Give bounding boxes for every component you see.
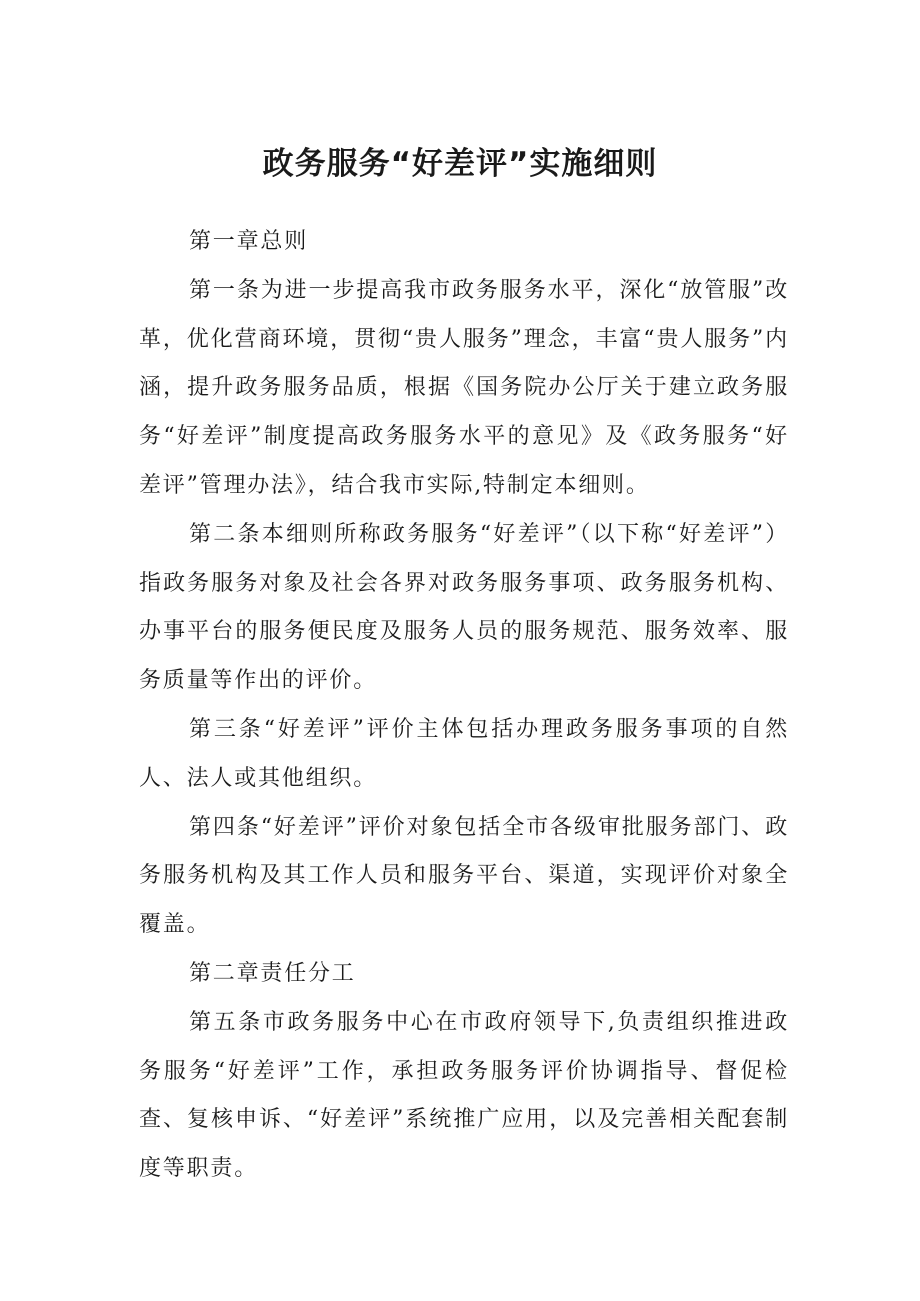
article-paragraph: 第四条“好差评”评价对象包括全市各级审批服务部门、政务服务机构及其工作人员和服务平台、渠道，实现评价对象全覆盖。 [139,814,789,938]
article-paragraph: 第五条市政务服务中心在市政府领导下,负责组织推进政务服务“好差评”工作，承担政务服务评价协调指导、督促检查、复核申诉、“好差评”系统推广应用，以及完善相关配套制度等职责。 [139,1009,789,1182]
chapter-heading: 第一章总则 [189,229,309,254]
document-title: 政务服务“好差评”实施细则 [262,146,658,182]
document-body [139,218,789,1194]
article-paragraph: 第一条为进一步提高我市政务服务水平，深化“放管服”改革，优化营商环境，贯彻“贵人服务”理念，丰富“贵人服务”内涵，提升政务服务品质，根据《国务院办公厅关于建立政务服务“好差评”制度提高政务服务水平的意见》及《政务服务“好差评”管理办法》，结合我市实际,特制定本细则。 [139,277,789,498]
article-paragraph: 第二条本细则所称政务服务“好差评”（以下称“好差评”）指政务服务对象及社会各界对政务服务事项、政务服务机构、办事平台的服务便民度及服务人员的服务规范、服务效率、服务质量等作出的评价。 [139,521,789,694]
article-paragraph: 第三条“好差评”评价主体包括办理政务服务事项的自然人、法人或其他组织。 [139,716,789,791]
chapter-heading: 第二章责任分工 [189,960,356,986]
